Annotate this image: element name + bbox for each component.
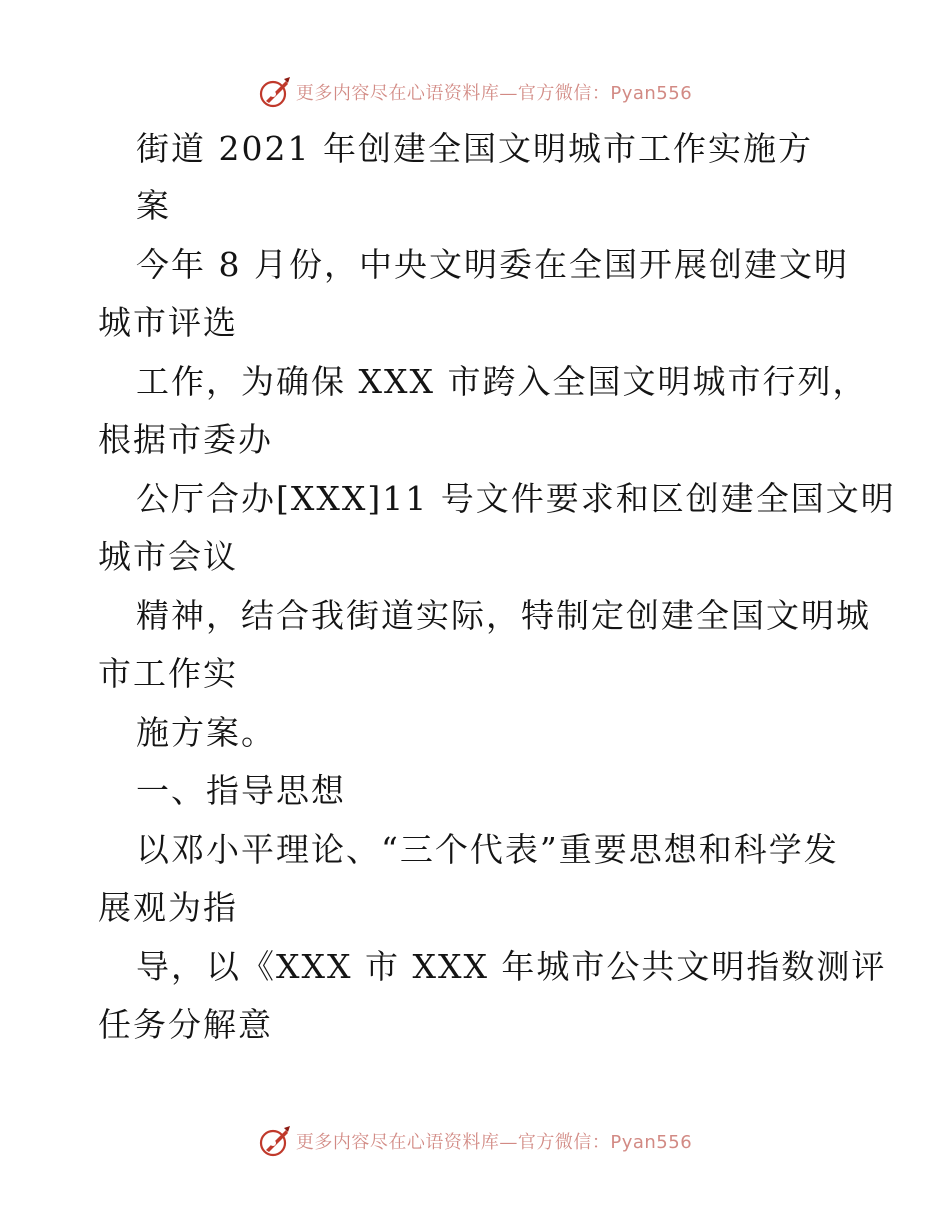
document-line: 精神，结合我街道实际，特制定创建全国文明城 (136, 596, 871, 635)
document-line: 工作，为确保 XXX 市跨入全国文明城市行列， (136, 362, 868, 401)
document-line: 案 (136, 186, 171, 225)
footer-banner-handle: Pyan556 (610, 1132, 693, 1153)
document-line: 城市会议 (98, 537, 238, 576)
document-line: 展观为指 (98, 888, 238, 927)
header-banner-label: 更多内容尽在心语资料库—官方微信： (295, 83, 611, 104)
document-line: 今年 8 月份，中央文明委在全国开展创建文明 (136, 245, 849, 284)
header-banner-text (296, 79, 692, 105)
quill-pen-logo-icon (258, 1124, 292, 1158)
document-line: 任务分解意 (98, 1005, 273, 1044)
document-line: 导，以《XXX 市 XXX 年城市公共文明指数测评 (136, 947, 887, 986)
document-line: 施方案。 (136, 713, 276, 752)
document-line: 市工作实 (98, 654, 238, 693)
document-line: 街道 2021 年创建全国文明城市工作实施方 (136, 129, 813, 168)
header-banner-handle: Pyan556 (610, 83, 693, 104)
footer-banner (0, 1121, 950, 1161)
document-line: 以邓小平理论、“三个代表”重要思想和科学发 (136, 830, 839, 869)
document-line: 根据市委办 (98, 420, 273, 459)
header-banner (0, 72, 950, 112)
document-line: 公厅合办[XXX]11 号文件要求和区创建全国文明 (136, 479, 896, 518)
footer-banner-label: 更多内容尽在心语资料库—官方微信： (295, 1132, 611, 1153)
section-heading: 一、指导思想 (136, 771, 346, 810)
document-line: 城市评选 (98, 303, 238, 342)
footer-banner-text (296, 1128, 692, 1154)
quill-pen-logo-icon (258, 75, 292, 109)
